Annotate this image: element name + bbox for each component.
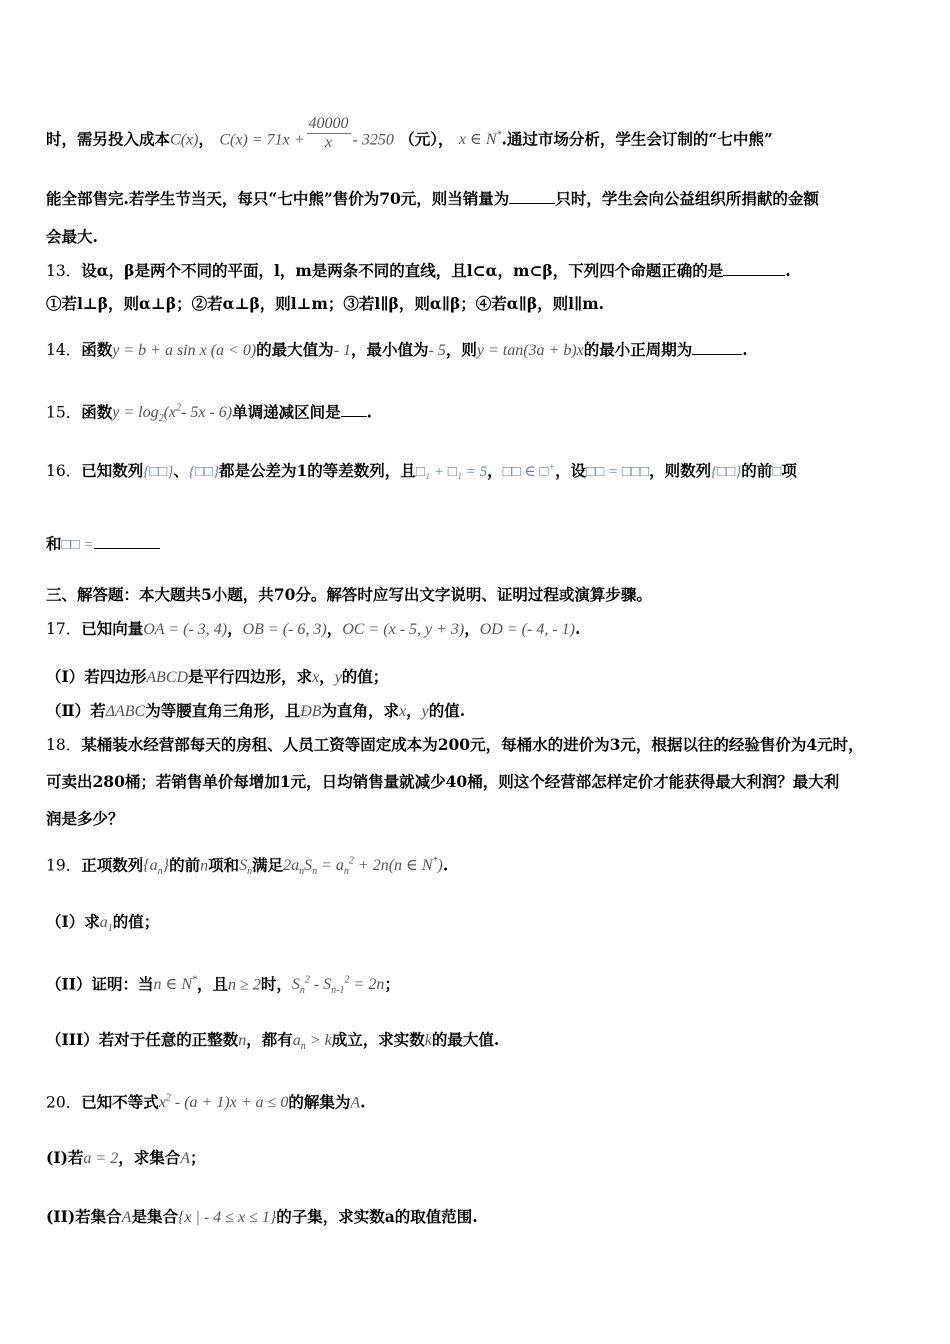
answer-blank[interactable] — [723, 261, 785, 276]
math-fraction: $\frac{40000}{x}$ — [308, 114, 349, 151]
question-17: 17．已知向量OA = (- 3, 4)，OB = (- 6, 3)，OC = (x - 5, y + 3)，OD = (- 4, - 1). — [46, 619, 581, 638]
question-17-part1: （Ⅰ）若四边形ABCD是平行四边形，求x，y的值； — [46, 667, 389, 686]
question-18: 18．某桶装水经营部每天的房租、人员工资等固定成本为200元，每桶水的进价为3元，根据以往的经验售价为4元时， — [46, 735, 864, 754]
question-19-part3: （III）若对于任意的正整数n，都有$a_n > k$成立，求实数k的最大值. — [46, 1030, 500, 1053]
text-line-sales: 能全部售完.若学生节当天，每只“七中熊”售价为70元，则当销量为 只时，学生会向公益组织所捐献的金额 — [46, 189, 819, 208]
math-cost-formula-a: C(x) = 71x + — [219, 131, 305, 149]
question-17-part2: （Ⅱ）若ΔABC为等腰直角三角形，且ÐB为直角，求x，y的值. — [46, 701, 466, 720]
question-20-part2: (II)若集合A是集合{x | - 4 ≤ x ≤ 1}的子集，求实数a的取值范围. — [46, 1207, 478, 1226]
question-13: 13．设α，β是两个不同的平面，l，m是两条不同的直线，且l⊂α，m⊂β，下列四个命题正确的是 . — [46, 261, 791, 280]
question-19-part2: （II）证明：当n ∈ N*，且n ≥ 2时，$S_n^2 - S_{n-1}^2 = 2n$； — [46, 974, 400, 997]
question-18-line3: 润是多少？ — [46, 809, 124, 828]
math-cost-formula-b: - 3250 — [352, 131, 394, 149]
math-cost-func: C(x) — [170, 131, 199, 149]
question-16-cont: 和□□ = — [46, 534, 160, 555]
question-18-line2: 可卖出280桶；若销售单价每增加1元，日均销售量就减少40桶，则这个经营部怎样定价才能获得最大利润？最大利 — [46, 772, 840, 791]
question-16: 16．已知数列{□□}、{□□}都是公差为1的等差数列，且□₁ + □₁ = 5，□□ ∈ □+，设□□ = □□□，则数列{□□}的前□项 — [46, 461, 797, 480]
text-line-donation: 会最大. — [46, 227, 98, 246]
answer-blank[interactable] — [509, 189, 555, 204]
question-19: 19．正项数列$\{a_n\}$的前n项和$S_n$满足$2a_nS_n = a_n^2 + 2n(n$ ∈ N*). — [46, 855, 449, 878]
question-13-options: ①若l⊥β，则α⊥β；②若α⊥β，则l⊥m；③若l∥β，则α∥β；④若α∥β，则l∥m. — [46, 294, 605, 313]
answer-blank[interactable] — [341, 402, 367, 417]
question-14: 14．函数y = b + a sin x (a < 0)的最大值为- 1，最小值为- 5，则y = tan(3a + b)x的最小正周期为 . — [46, 340, 748, 359]
answer-blank[interactable] — [94, 534, 160, 549]
question-20: 20．已知不等式$x^2 - (a + 1)x + a \le 0$的解集为A. — [46, 1092, 366, 1112]
text-line-cost: 时，需另投入成本C(x)， C(x) = 71x + $\frac{40000}{x}$ - 3250 （元）， x ∈ N*.通过市场分析，学生会订制的“七中熊” — [46, 114, 773, 151]
answer-blank[interactable] — [692, 340, 742, 355]
question-19-part1: （I）求$a_1$的值； — [46, 912, 160, 935]
question-15: 15．函数$y = \log_2(x^2-$ 5x - 6)单调递减区间是 . — [46, 402, 373, 425]
question-20-part1: (I)若a = 2，求集合A； — [46, 1148, 206, 1167]
section-header: 三、解答题：本大题共5小题，共70分。解答时应写出文字说明、证明过程或演算步骤。 — [46, 585, 652, 604]
math-domain: x ∈ N* — [458, 130, 502, 149]
